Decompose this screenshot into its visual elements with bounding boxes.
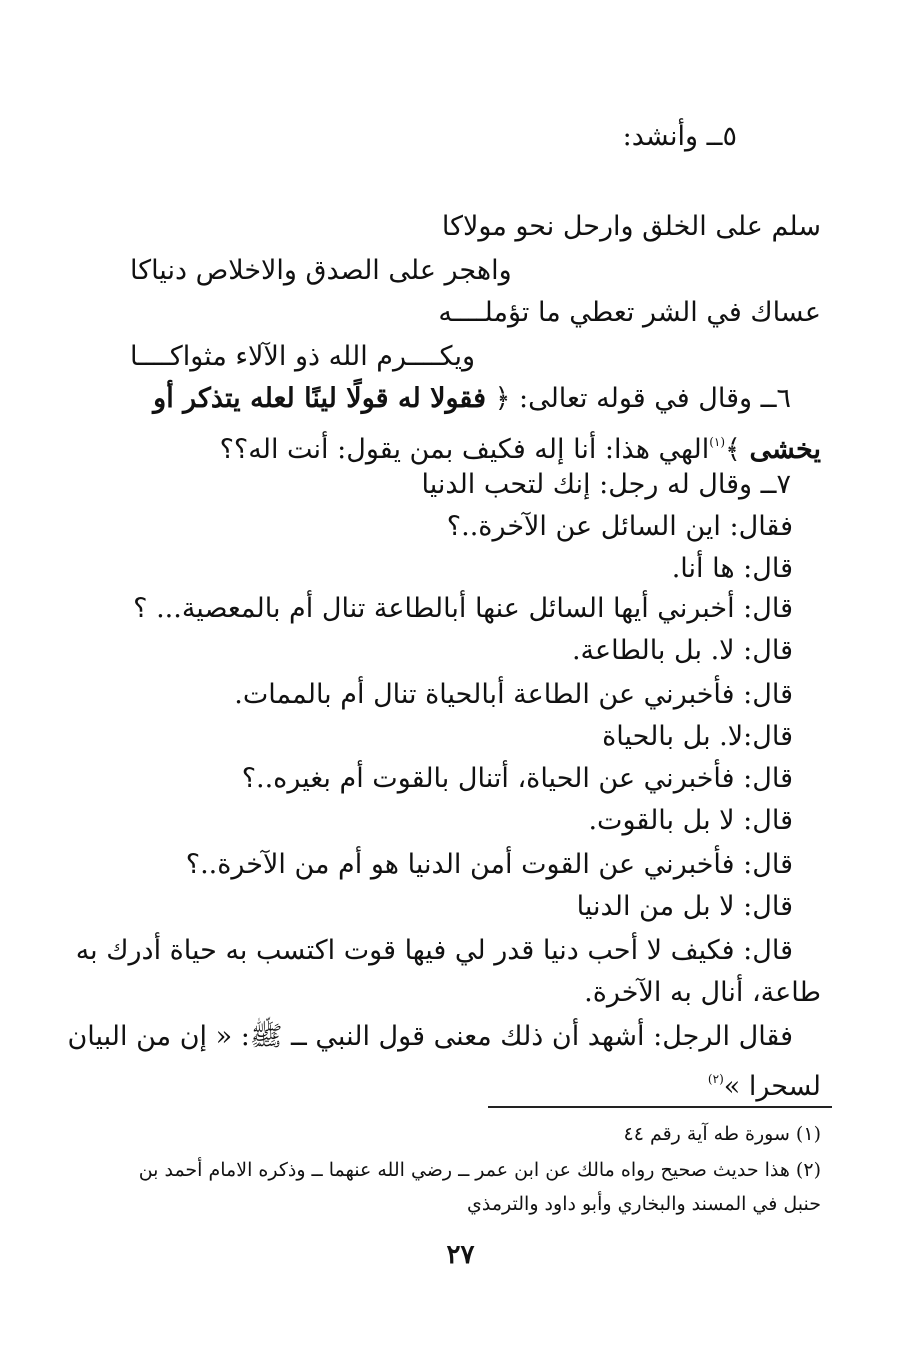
quote-close: ﴾	[725, 434, 741, 465]
poem-verse-2: واهجر على الصدق والاخلاص دنياكا	[130, 255, 512, 286]
page-number: ٢٧	[446, 1240, 475, 1270]
dialogue-line-1: فقال: اين السائل عن الآخرة..؟	[446, 511, 793, 542]
dialogue-line-9: قال: فأخبرني عن القوت أمن الدنيا هو أم من الآخرة..؟	[185, 849, 793, 880]
item6-line1	[153, 380, 791, 418]
dialogue-line-8: قال: لا بل بالقوت.	[588, 805, 793, 836]
item6-rest: الهي هذا: أنا إله فكيف بمن يقول: أنت اله؟؟	[219, 434, 710, 465]
dialogue-line-2: قال: ها أنا.	[671, 553, 793, 584]
poem-verse-1: سلم على الخلق وارحل نحو مولاكا	[441, 211, 821, 242]
dialogue-line-7: قال: فأخبرني عن الحياة، أتنال بالقوت أم بغيره..؟	[241, 763, 793, 794]
quran-quote-part1: فقولا له قولًا لينًا لعله يتذكر أو	[153, 383, 486, 414]
poem-verse-3: عساك في الشر تعطي ما تؤملــــه	[438, 297, 821, 328]
dialogue-line-10: قال: لا بل من الدنيا	[576, 891, 793, 922]
final-answer-line2: طاعة، أنال به الآخرة.	[584, 977, 821, 1008]
quran-quote-part2: يخشى	[749, 434, 821, 465]
item6-prefix: ٦ــ وقال في قوله تعالى: ﴿	[494, 383, 791, 414]
dialogue-line-6: قال:لا. بل بالحياة	[602, 721, 793, 752]
section-heading: ٥ــ وأنشد:	[622, 121, 737, 152]
footnote-ref-2: (٢)	[707, 1072, 724, 1086]
man-reply-line2	[708, 1060, 821, 1106]
item6-line2	[220, 423, 821, 469]
final-answer-line1: قال: فكيف لا أحب دنيا قدر لي فيها قوت اكتسب به حياة أدرك به	[75, 935, 793, 966]
dialogue-line-4: قال: لا. بل بالطاعة.	[571, 635, 793, 666]
item7-intro: ٧ــ وقال له رجل: إنك لتحب الدنيا	[421, 469, 791, 500]
footnote-2-line2: حنبل في المسند والبخاري وأبو داود والترمذي	[467, 1193, 821, 1215]
footnote-1: (١) سورة طه آية رقم ٤٤	[623, 1123, 821, 1145]
poem-verse-4: ويكــــرم الله ذو الآلاء مثواكــــا	[130, 341, 476, 372]
footnote-divider	[488, 1106, 832, 1108]
hadith-end: لسحرا »	[723, 1071, 821, 1102]
footnote-ref-1: (١)	[709, 435, 726, 449]
man-reply-line1: فقال الرجل: أشهد أن ذلك معنى قول النبي ــ ﷺ: « إن من البيان	[67, 1021, 793, 1052]
dialogue-line-5: قال: فأخبرني عن الطاعة أبالحياة تنال أم بالممات.	[234, 679, 793, 710]
footnote-2-line1: (٢) هذا حديث صحيح رواه مالك عن ابن عمر ــ رضي الله عنهما ــ وذكره الامام أحمد بن	[138, 1159, 821, 1181]
dialogue-line-3: قال: أخبرني أيها السائل عنها أبالطاعة تنال أم بالمعصية... ؟	[133, 593, 793, 624]
